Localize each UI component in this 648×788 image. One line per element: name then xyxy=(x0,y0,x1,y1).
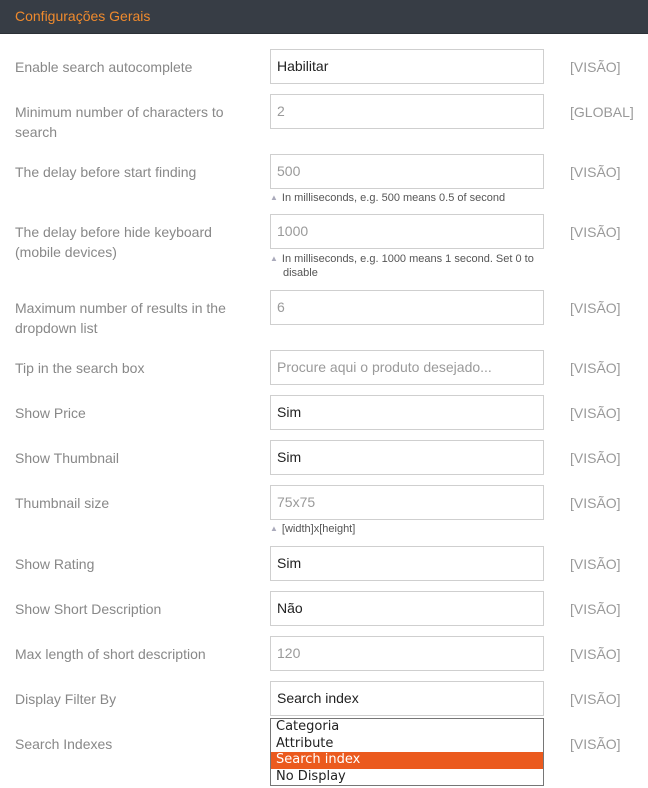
show-rating-select[interactable]: Sim xyxy=(270,546,544,581)
show-thumbnail-select[interactable]: Sim xyxy=(270,440,544,475)
field-label: The delay before start finding xyxy=(15,164,197,180)
scope-label: [GLOBAL] xyxy=(570,104,634,120)
triangle-up-icon: ▲ xyxy=(270,524,278,533)
field-label: Search Indexes xyxy=(15,736,113,752)
field-note xyxy=(270,191,544,205)
field-label: Show Thumbnail xyxy=(15,450,120,466)
scope-label: [VISÃO] xyxy=(570,59,621,75)
field-label: Maximum number of results in the dropdown list xyxy=(15,300,226,336)
note-text: [width]x[height] xyxy=(281,523,356,535)
scope-label: [VISÃO] xyxy=(570,646,621,662)
scope-label: [VISÃO] xyxy=(570,164,621,180)
field-label: Show Short Description xyxy=(15,601,162,617)
dropdown-option-selected[interactable]: Search index xyxy=(271,752,543,769)
scope-label: [VISÃO] xyxy=(570,450,621,466)
triangle-up-icon: ▲ xyxy=(270,254,278,263)
scope-label: [VISÃO] xyxy=(570,224,621,240)
field-label: Tip in the search box xyxy=(15,360,145,376)
scope-label: [VISÃO] xyxy=(570,736,621,752)
field-label: Enable search autocomplete xyxy=(15,59,193,75)
thumbnail-size-input[interactable]: 75x75 xyxy=(270,485,544,520)
scope-label: [VISÃO] xyxy=(570,495,621,511)
section-header[interactable] xyxy=(0,0,648,34)
display-filter-by-select[interactable]: Search index xyxy=(270,681,544,716)
field-label: Display Filter By xyxy=(15,691,117,707)
dropdown-option[interactable]: Categoria xyxy=(276,719,340,734)
section-title: Configurações Gerais xyxy=(15,8,151,24)
field-label: Show Rating xyxy=(15,556,95,572)
field-label: Thumbnail size xyxy=(15,495,110,511)
delay-start-input[interactable]: 500 xyxy=(270,154,544,189)
field-label: Show Price xyxy=(15,405,86,421)
min-chars-input[interactable]: 2 xyxy=(270,94,544,129)
note-text: In milliseconds, e.g. 500 means 0.5 of second xyxy=(281,192,506,204)
note-text: In milliseconds, e.g. 1000 means 1 second. Set 0 to disable xyxy=(281,253,534,279)
field-label: Minimum number of characters to search xyxy=(15,104,224,140)
dropdown-option[interactable]: No Display xyxy=(276,768,346,784)
scope-label: [VISÃO] xyxy=(570,556,621,572)
show-price-select[interactable]: Sim xyxy=(270,395,544,430)
max-short-description-input[interactable]: 120 xyxy=(270,636,544,671)
show-short-description-select[interactable]: Não xyxy=(270,591,544,626)
scope-label: [VISÃO] xyxy=(570,360,621,376)
max-results-input[interactable]: 6 xyxy=(270,290,544,325)
scope-label: [VISÃO] xyxy=(570,300,621,316)
scope-label: [VISÃO] xyxy=(570,601,621,617)
scope-label: [VISÃO] xyxy=(570,691,621,707)
delay-hide-input[interactable]: 1000 xyxy=(270,214,544,249)
dropdown-option[interactable]: Attribute xyxy=(276,735,334,751)
display-filter-by-dropdown-list[interactable] xyxy=(270,718,544,786)
field-note xyxy=(270,252,544,280)
scope-label: [VISÃO] xyxy=(570,405,621,421)
enable-autocomplete-select[interactable]: Habilitar xyxy=(270,49,544,84)
field-label: The delay before hide keyboard (mobile devices) xyxy=(15,224,212,260)
search-tip-input[interactable]: Procure aqui o produto desejado... xyxy=(270,350,544,385)
triangle-up-icon: ▲ xyxy=(270,193,278,202)
field-note xyxy=(270,522,544,536)
field-label: Max length of short description xyxy=(15,646,206,662)
